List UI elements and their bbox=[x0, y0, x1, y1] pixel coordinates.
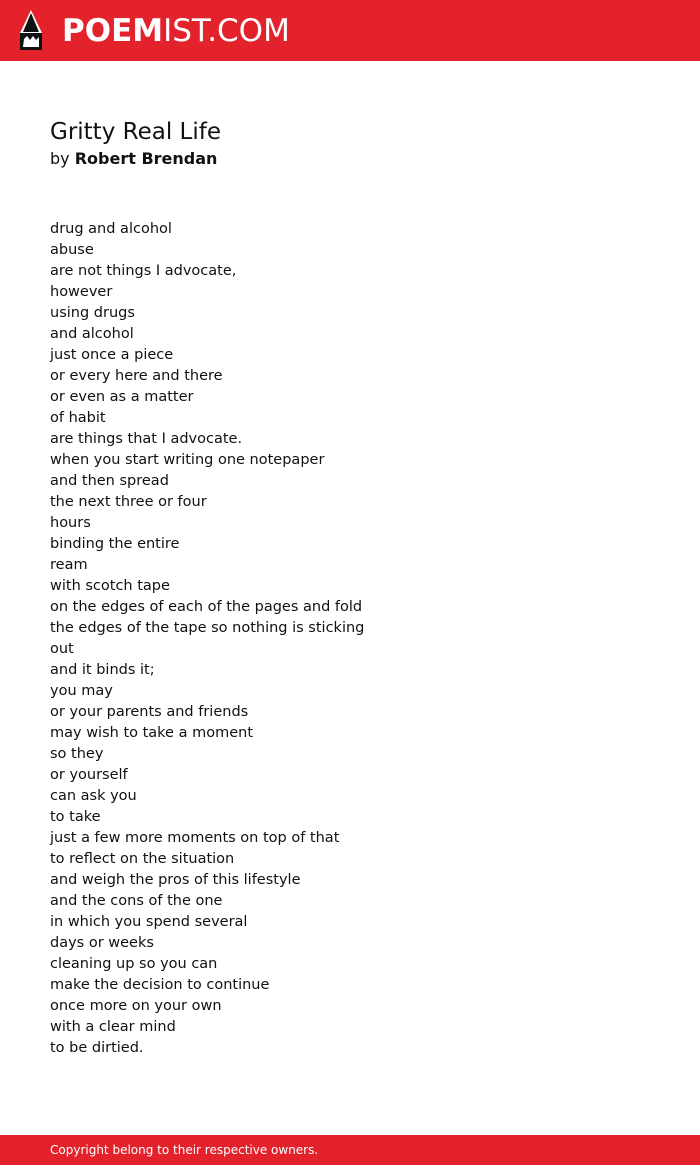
logo-bold-part: POEM bbox=[62, 13, 164, 49]
poem-line: drug and alcohol bbox=[50, 221, 172, 237]
logo-light-part: IST.COM bbox=[163, 13, 290, 49]
poem-line: on the edges of each of the pages and fold bbox=[50, 599, 363, 615]
poem-line: make the decision to continue bbox=[50, 977, 270, 993]
poem-line: the next three or four bbox=[50, 494, 207, 510]
poem-line: to reflect on the situation bbox=[50, 851, 235, 867]
poem-line: in which you spend several bbox=[50, 914, 248, 930]
poem-line: just a few more moments on top of that bbox=[50, 830, 340, 846]
poem-line: out bbox=[50, 641, 74, 657]
poem-line: once more on your own bbox=[50, 998, 222, 1014]
poem-line: however bbox=[50, 284, 113, 300]
poem-line: ream bbox=[50, 557, 88, 573]
poem-line: you may bbox=[50, 683, 113, 699]
site-header bbox=[0, 0, 700, 61]
poem-line: to take bbox=[50, 809, 101, 825]
poem-line: hours bbox=[50, 515, 91, 531]
site-logo-text[interactable] bbox=[62, 11, 290, 51]
poem-line: with scotch tape bbox=[50, 578, 170, 594]
poem-line: abuse bbox=[50, 242, 94, 258]
poem-line: cleaning up so you can bbox=[50, 956, 218, 972]
poem-line: or yourself bbox=[50, 767, 128, 783]
pencil-tip-icon[interactable] bbox=[18, 9, 44, 51]
poem-line: binding the entire bbox=[50, 536, 180, 552]
poem-line: or every here and there bbox=[50, 368, 223, 384]
site-footer bbox=[0, 1135, 700, 1165]
poem-line: and alcohol bbox=[50, 326, 134, 342]
poem-line: or your parents and friends bbox=[50, 704, 249, 720]
poem-line: to be dirtied. bbox=[50, 1040, 144, 1056]
poem-line: when you start writing one notepaper bbox=[50, 452, 325, 468]
author-name: Robert Brendan bbox=[74, 149, 218, 168]
poem-line: days or weeks bbox=[50, 935, 154, 951]
poem-line: using drugs bbox=[50, 305, 135, 321]
poem-line: can ask you bbox=[50, 788, 137, 804]
poem-line: just once a piece bbox=[50, 347, 174, 363]
poem-line: and then spread bbox=[50, 473, 169, 489]
byline bbox=[50, 148, 217, 170]
poem-line: and weigh the pros of this lifestyle bbox=[50, 872, 301, 888]
poem-line: and it binds it; bbox=[50, 662, 155, 678]
poem-line: or even as a matter bbox=[50, 389, 194, 405]
poem-line: of habit bbox=[50, 410, 106, 426]
poem-line: the edges of the tape so nothing is sticking bbox=[50, 620, 365, 636]
poem-line: may wish to take a moment bbox=[50, 725, 253, 741]
poem-line: are things that I advocate. bbox=[50, 431, 243, 447]
poem-line: with a clear mind bbox=[50, 1019, 176, 1035]
poem-line: are not things I advocate, bbox=[50, 263, 237, 279]
copyright-notice: Copyright belong to their respective owners. bbox=[50, 1143, 319, 1157]
poem-line: so they bbox=[50, 746, 104, 762]
poem-body bbox=[50, 219, 364, 1059]
by-label: by bbox=[50, 149, 70, 168]
poem-title: Gritty Real Life bbox=[50, 119, 221, 145]
poem-line: and the cons of the one bbox=[50, 893, 223, 909]
